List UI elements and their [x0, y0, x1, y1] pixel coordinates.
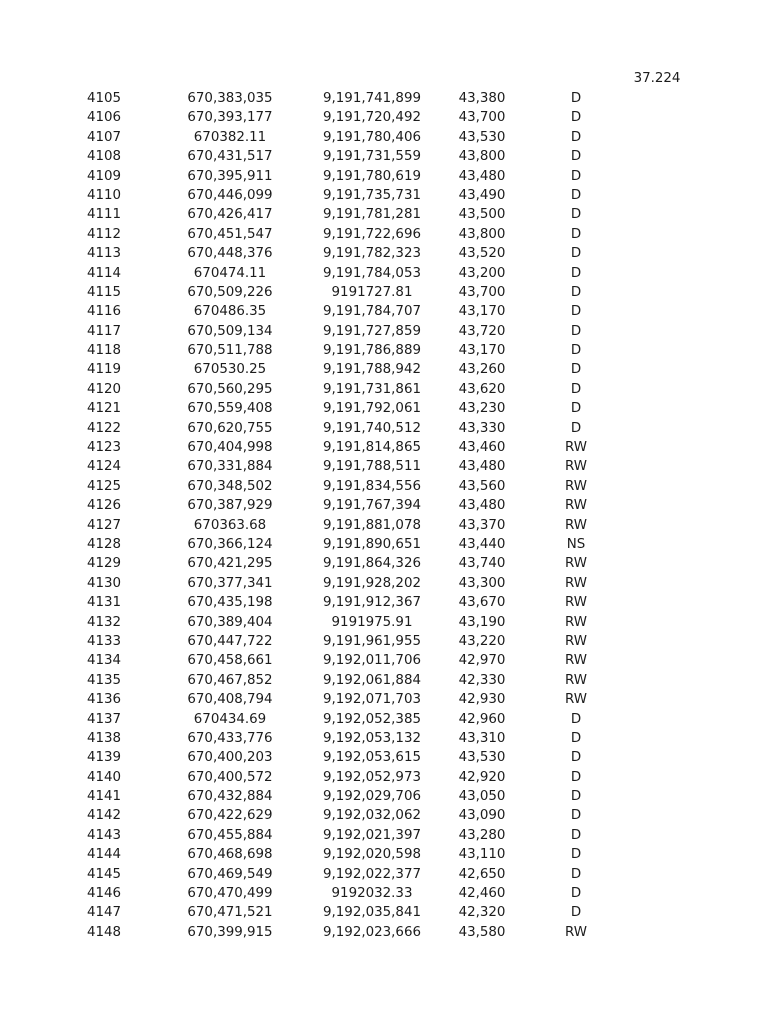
code-cell: D	[570, 711, 582, 727]
easting-cell: 670,395,911	[187, 168, 273, 184]
code-cell: D	[570, 866, 582, 882]
elevation-cell: 43,200	[458, 265, 506, 281]
elevation-cell: 43,330	[458, 420, 506, 436]
elevation-cell: 43,620	[458, 381, 506, 397]
point-id-cell: 4143	[86, 827, 122, 843]
easting-cell: 670,469,549	[187, 866, 273, 882]
code-cell: D	[570, 149, 582, 165]
northing-cell: 9,192,052,385	[323, 711, 421, 727]
elevation-cell: 43,170	[458, 343, 506, 359]
easting-cell: 670,458,661	[187, 653, 273, 669]
point-id-cell: 4135	[86, 672, 122, 688]
northing-cell: 9,191,788,942	[323, 362, 421, 378]
northing-cell: 9,191,890,651	[323, 536, 421, 552]
table-row	[0, 225, 768, 244]
code-cell: RW	[564, 614, 587, 630]
table-row	[0, 826, 768, 845]
code-cell: D	[570, 343, 582, 359]
easting-cell: 670,432,884	[187, 789, 273, 805]
easting-cell: 670,451,547	[187, 226, 273, 242]
northing-cell: 9,192,022,377	[323, 866, 421, 882]
elevation-cell: 43,560	[458, 478, 506, 494]
point-id-cell: 4112	[86, 226, 122, 242]
table-row	[0, 632, 768, 651]
table-row	[0, 516, 768, 535]
northing-cell: 9,192,023,666	[323, 924, 421, 940]
code-cell: D	[570, 91, 582, 106]
code-cell: RW	[564, 692, 587, 708]
code-cell: D	[570, 187, 582, 203]
easting-cell: 670363.68	[193, 517, 267, 533]
elevation-cell: 43,700	[458, 110, 506, 126]
point-id-cell: 4133	[86, 633, 122, 649]
northing-cell: 9,191,740,512	[323, 420, 421, 436]
table-row	[0, 322, 768, 341]
code-cell: D	[570, 886, 582, 902]
table-row	[0, 167, 768, 186]
elevation-cell: 42,650	[458, 866, 506, 882]
elevation-cell: 43,530	[458, 750, 506, 766]
elevation-cell: 43,480	[458, 168, 506, 184]
northing-cell: 9,192,061,884	[323, 672, 421, 688]
northing-cell: 9,191,727,859	[323, 323, 421, 339]
code-cell: D	[570, 304, 582, 320]
point-id-cell: 4119	[86, 362, 122, 378]
northing-cell: 9,191,735,731	[323, 187, 421, 203]
code-cell: RW	[564, 478, 587, 494]
code-cell: D	[570, 265, 582, 281]
elevation-cell: 43,740	[458, 556, 506, 572]
easting-cell: 670,400,203	[187, 750, 273, 766]
code-cell: RW	[564, 459, 587, 475]
table-row	[0, 302, 768, 321]
point-id-cell: 4124	[86, 459, 122, 475]
elevation-cell: 43,800	[458, 149, 506, 165]
easting-cell: 670,511,788	[187, 343, 273, 359]
code-cell: D	[570, 789, 582, 805]
easting-cell: 670,399,915	[187, 924, 273, 940]
point-id-cell: 4108	[86, 149, 122, 165]
easting-cell: 670,404,998	[187, 440, 273, 456]
easting-cell: 670,560,295	[187, 381, 273, 397]
elevation-cell: 43,490	[458, 187, 506, 203]
northing-cell: 9,191,767,394	[323, 498, 421, 514]
code-cell: D	[570, 362, 582, 378]
code-cell: D	[570, 381, 582, 397]
easting-cell: 670,348,502	[187, 478, 273, 494]
northing-cell: 9,192,035,841	[323, 905, 421, 921]
table-row	[0, 923, 768, 942]
easting-cell: 670486.35	[193, 304, 267, 320]
point-id-cell: 4125	[86, 478, 122, 494]
easting-cell: 670,422,629	[187, 808, 273, 824]
easting-cell: 670,366,124	[187, 536, 273, 552]
easting-cell: 670,377,341	[187, 575, 273, 591]
northing-cell: 9,191,784,707	[323, 304, 421, 320]
point-id-cell: 4115	[86, 284, 122, 300]
point-id-cell: 4123	[86, 440, 122, 456]
northing-cell: 9,191,731,861	[323, 381, 421, 397]
table-row	[0, 341, 768, 360]
point-id-cell: 4148	[86, 924, 122, 940]
code-cell: D	[570, 207, 582, 223]
easting-cell: 670,408,794	[187, 692, 273, 708]
easting-cell: 670,468,698	[187, 847, 273, 863]
code-cell: RW	[564, 672, 587, 688]
northing-cell: 9,192,021,397	[323, 827, 421, 843]
table-row	[0, 380, 768, 399]
easting-cell: 670,448,376	[187, 246, 273, 262]
elevation-cell: 43,500	[458, 207, 506, 223]
table-row	[0, 651, 768, 670]
point-id-cell: 4134	[86, 653, 122, 669]
code-cell: D	[570, 750, 582, 766]
table-row	[0, 128, 768, 147]
easting-cell: 670,446,099	[187, 187, 273, 203]
northing-cell: 9,191,912,367	[323, 595, 421, 611]
northing-cell: 9,191,722,696	[323, 226, 421, 242]
northing-cell: 9,191,741,899	[323, 91, 421, 106]
northing-cell: 9,191,928,202	[323, 575, 421, 591]
table-row	[0, 787, 768, 806]
table-row	[0, 593, 768, 612]
code-cell: D	[570, 847, 582, 863]
elevation-cell: 43,090	[458, 808, 506, 824]
northing-cell: 9,192,052,973	[323, 769, 421, 785]
northing-cell: 9191975.91	[331, 614, 413, 630]
elevation-cell: 43,170	[458, 304, 506, 320]
northing-cell: 9192032.33	[331, 886, 413, 902]
table-row	[0, 264, 768, 283]
table-row	[0, 89, 768, 108]
point-id-cell: 4137	[86, 711, 122, 727]
point-id-cell: 4122	[86, 420, 122, 436]
easting-cell: 670,389,404	[187, 614, 273, 630]
easting-cell: 670,435,198	[187, 595, 273, 611]
elevation-cell: 43,480	[458, 459, 506, 475]
data-table	[0, 89, 768, 942]
point-id-cell: 4141	[86, 789, 122, 805]
point-id-cell: 4142	[86, 808, 122, 824]
table-row	[0, 205, 768, 224]
easting-cell: 670,559,408	[187, 401, 273, 417]
table-row	[0, 147, 768, 166]
elevation-cell: 43,440	[458, 536, 506, 552]
elevation-cell: 43,300	[458, 575, 506, 591]
easting-cell: 670,387,929	[187, 498, 273, 514]
code-cell: RW	[564, 653, 587, 669]
easting-cell: 670,509,226	[187, 284, 273, 300]
northing-cell: 9,192,071,703	[323, 692, 421, 708]
table-row	[0, 845, 768, 864]
elevation-cell: 43,700	[458, 284, 506, 300]
code-cell: D	[570, 323, 582, 339]
elevation-cell: 43,800	[458, 226, 506, 242]
elevation-cell: 43,230	[458, 401, 506, 417]
elevation-cell: 43,460	[458, 440, 506, 456]
easting-cell: 670,467,852	[187, 672, 273, 688]
point-id-cell: 4138	[86, 730, 122, 746]
elevation-cell: 43,310	[458, 730, 506, 746]
elevation-cell: 42,970	[458, 653, 506, 669]
code-cell: D	[570, 284, 582, 300]
point-id-cell: 4109	[86, 168, 122, 184]
code-cell: RW	[564, 440, 587, 456]
elevation-cell: 43,190	[458, 614, 506, 630]
point-id-cell: 4111	[86, 207, 122, 223]
northing-cell: 9,191,780,406	[323, 129, 421, 145]
elevation-cell: 43,280	[458, 827, 506, 843]
northing-cell: 9,192,029,706	[323, 789, 421, 805]
table-row	[0, 613, 768, 632]
easting-cell: 670,426,417	[187, 207, 273, 223]
code-cell: RW	[564, 517, 587, 533]
point-id-cell: 4106	[86, 110, 122, 126]
elevation-cell: 43,370	[458, 517, 506, 533]
code-cell: D	[570, 246, 582, 262]
northing-cell: 9,191,786,889	[323, 343, 421, 359]
point-id-cell: 4117	[86, 323, 122, 339]
northing-cell: 9,191,781,281	[323, 207, 421, 223]
table-row	[0, 710, 768, 729]
northing-cell: 9,191,961,955	[323, 633, 421, 649]
code-cell: NS	[566, 536, 586, 552]
point-id-cell: 4113	[86, 246, 122, 262]
point-id-cell: 4105	[86, 91, 122, 106]
point-id-cell: 4136	[86, 692, 122, 708]
code-cell: D	[570, 808, 582, 824]
table-row	[0, 283, 768, 302]
table-row	[0, 496, 768, 515]
elevation-cell: 43,110	[458, 847, 506, 863]
elevation-cell: 43,580	[458, 924, 506, 940]
code-cell: D	[570, 226, 582, 242]
table-row	[0, 768, 768, 787]
northing-cell: 9,191,780,619	[323, 168, 421, 184]
code-cell: RW	[564, 633, 587, 649]
table-row	[0, 535, 768, 554]
table-row	[0, 244, 768, 263]
code-cell: D	[570, 827, 582, 843]
elevation-cell: 42,320	[458, 905, 506, 921]
northing-cell: 9,191,834,556	[323, 478, 421, 494]
table-row	[0, 865, 768, 884]
elevation-cell: 42,920	[458, 769, 506, 785]
elevation-cell: 43,480	[458, 498, 506, 514]
easting-cell: 670,509,134	[187, 323, 273, 339]
easting-cell: 670474.11	[193, 265, 267, 281]
point-id-cell: 4144	[86, 847, 122, 863]
code-cell: RW	[564, 924, 587, 940]
code-cell: RW	[564, 556, 587, 572]
easting-cell: 670,431,517	[187, 149, 273, 165]
northing-cell: 9,192,011,706	[323, 653, 421, 669]
point-id-cell: 4132	[86, 614, 122, 630]
table-row	[0, 399, 768, 418]
easting-cell: 670382.11	[193, 129, 267, 145]
easting-cell: 670,470,499	[187, 886, 273, 902]
northing-cell: 9,191,864,326	[323, 556, 421, 572]
table-row	[0, 477, 768, 496]
table-row	[0, 438, 768, 457]
northing-cell: 9,192,053,615	[323, 750, 421, 766]
code-cell: D	[570, 110, 582, 126]
point-id-cell: 4121	[86, 401, 122, 417]
point-id-cell: 4146	[86, 886, 122, 902]
table-row	[0, 574, 768, 593]
northing-cell: 9,191,788,511	[323, 459, 421, 475]
code-cell: RW	[564, 595, 587, 611]
table-row	[0, 884, 768, 903]
code-cell: D	[570, 401, 582, 417]
table-row	[0, 690, 768, 709]
point-id-cell: 4118	[86, 343, 122, 359]
elevation-cell: 42,960	[458, 711, 506, 727]
easting-cell: 670,400,572	[187, 769, 273, 785]
table-row	[0, 748, 768, 767]
table-row	[0, 671, 768, 690]
elevation-cell: 42,930	[458, 692, 506, 708]
northing-cell: 9,191,731,559	[323, 149, 421, 165]
northing-cell: 9,191,881,078	[323, 517, 421, 533]
table-row	[0, 457, 768, 476]
point-id-cell: 4116	[86, 304, 122, 320]
northing-cell: 9,192,053,132	[323, 730, 421, 746]
northing-cell: 9,192,032,062	[323, 808, 421, 824]
northing-cell: 9191727.81	[331, 284, 413, 300]
code-cell: D	[570, 129, 582, 145]
easting-cell: 670,421,295	[187, 556, 273, 572]
elevation-cell: 43,380	[458, 91, 506, 106]
easting-cell: 670,447,722	[187, 633, 273, 649]
code-cell: D	[570, 905, 582, 921]
elevation-cell: 43,220	[458, 633, 506, 649]
easting-cell: 670,471,521	[187, 905, 273, 921]
point-id-cell: 4120	[86, 381, 122, 397]
elevation-cell: 43,050	[458, 789, 506, 805]
northing-cell: 9,191,784,053	[323, 265, 421, 281]
elevation-cell: 43,520	[458, 246, 506, 262]
point-id-cell: 4129	[86, 556, 122, 572]
elevation-cell: 42,330	[458, 672, 506, 688]
point-id-cell: 4139	[86, 750, 122, 766]
point-id-cell: 4127	[86, 517, 122, 533]
code-cell: D	[570, 420, 582, 436]
code-cell: RW	[564, 575, 587, 591]
easting-cell: 670,383,035	[187, 91, 273, 106]
point-id-cell: 4128	[86, 536, 122, 552]
table-row	[0, 419, 768, 438]
point-id-cell: 4107	[86, 129, 122, 145]
code-cell: RW	[564, 498, 587, 514]
table-row	[0, 903, 768, 922]
table-row	[0, 108, 768, 127]
northing-cell: 9,191,782,323	[323, 246, 421, 262]
corner-value: 37.224	[633, 71, 681, 86]
elevation-cell: 43,530	[458, 129, 506, 145]
table-row	[0, 554, 768, 573]
easting-cell: 670,455,884	[187, 827, 273, 843]
point-id-cell: 4147	[86, 905, 122, 921]
elevation-cell: 43,260	[458, 362, 506, 378]
point-id-cell: 4145	[86, 866, 122, 882]
easting-cell: 670,393,177	[187, 110, 273, 126]
point-id-cell: 4126	[86, 498, 122, 514]
elevation-cell: 42,460	[458, 886, 506, 902]
table-row	[0, 186, 768, 205]
easting-cell: 670434.69	[193, 711, 267, 727]
elevation-cell: 43,720	[458, 323, 506, 339]
easting-cell: 670,620,755	[187, 420, 273, 436]
table-row	[0, 360, 768, 379]
northing-cell: 9,192,020,598	[323, 847, 421, 863]
easting-cell: 670530.25	[193, 362, 267, 378]
code-cell: D	[570, 168, 582, 184]
code-cell: D	[570, 769, 582, 785]
table-row	[0, 729, 768, 748]
northing-cell: 9,191,792,061	[323, 401, 421, 417]
elevation-cell: 43,670	[458, 595, 506, 611]
northing-cell: 9,191,814,865	[323, 440, 421, 456]
point-id-cell: 4130	[86, 575, 122, 591]
northing-cell: 9,191,720,492	[323, 110, 421, 126]
code-cell: D	[570, 730, 582, 746]
point-id-cell: 4110	[86, 187, 122, 203]
easting-cell: 670,433,776	[187, 730, 273, 746]
point-id-cell: 4114	[86, 265, 122, 281]
point-id-cell: 4140	[86, 769, 122, 785]
point-id-cell: 4131	[86, 595, 122, 611]
table-row	[0, 806, 768, 825]
easting-cell: 670,331,884	[187, 459, 273, 475]
